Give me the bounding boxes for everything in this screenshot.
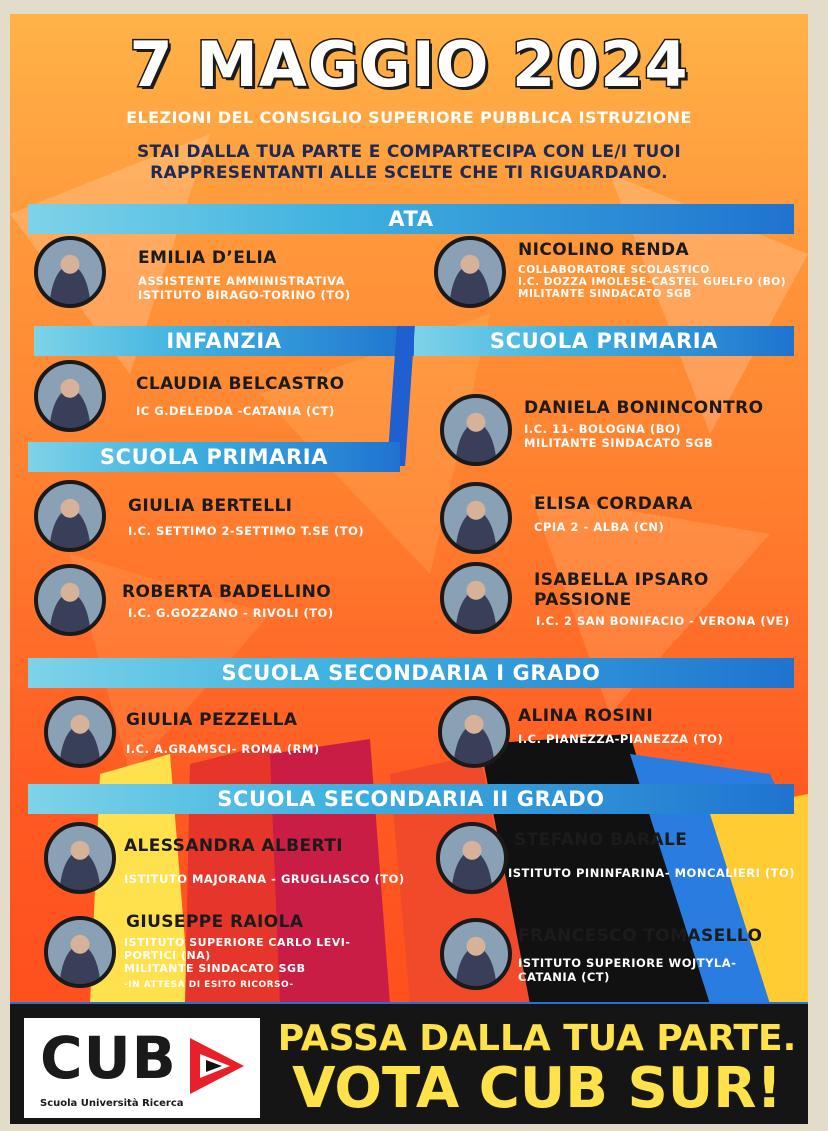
section-bar-infanzia: INFANZIA — [34, 326, 414, 356]
avatar-alessandra — [44, 822, 116, 894]
avatar-giulia-pezzella — [44, 696, 116, 768]
candidate-name-alessandra: ALESSANDRA ALBERTI — [124, 836, 343, 856]
section-bar-secondaria-1: SCUOLA SECONDARIA I GRADO — [28, 658, 794, 688]
candidate-info-isabella: I.C. 2 SAN BONIFACIO - VERONA (VE) — [536, 614, 790, 628]
avatar-nicolino — [434, 236, 506, 308]
candidate-info-nicolino: COLLABORATORE SCOLASTICO I.C. DOZZA IMOLESE-CASTEL GUELFO (BO) MILITANTE SINDACATO SGB — [518, 264, 786, 300]
candidate-info-giuseppe: ISTITUTO SUPERIORE CARLO LEVI- PORTICI (NA) MILITANTE SINDACATO SGB -IN ATTESA DI ESITO RICORSO- — [124, 936, 351, 990]
slogan-line-1: PASSA DALLA TUA PARTE. — [277, 1018, 797, 1059]
slogan-line-2: VOTA CUB SUR! — [292, 1056, 782, 1121]
candidate-name-emilia: EMILIA D’ELIA — [138, 248, 277, 268]
avatar-giuseppe — [44, 916, 116, 988]
avatar-daniela — [440, 394, 512, 466]
logo-text: CUB — [40, 1024, 177, 1092]
candidate-info-giulia-bertelli: I.C. SETTIMO 2-SETTIMO T.SE (TO) — [128, 524, 365, 538]
candidate-info-roberta: I.C. G.GOZZANO - RIVOLI (TO) — [128, 606, 334, 620]
avatar-elisa — [440, 482, 512, 554]
candidate-name-roberta: ROBERTA BADELLINO — [122, 582, 332, 602]
candidate-info-emilia: ASSISTENTE AMMINISTRATIVA ISTITUTO BIRAGO-TORINO (TO) — [138, 274, 351, 302]
avatar-isabella — [440, 562, 512, 634]
candidate-info-francesco: ISTITUTO SUPERIORE WOJTYLA- CATANIA (CT) — [518, 956, 737, 984]
candidate-info-stefano: ISTITUTO PININFARINA- MONCALIERI (TO) — [508, 866, 796, 880]
candidate-name-stefano: STEFANO BARALE — [514, 830, 688, 850]
play-arrow-icon — [186, 1034, 248, 1098]
avatar-giulia-bertelli — [34, 480, 106, 552]
avatar-emilia — [34, 236, 106, 308]
ricorso-note: -IN ATTESA DI ESITO RICORSO- — [124, 980, 294, 990]
candidate-name-daniela: DANIELA BONINCONTRO — [524, 398, 764, 418]
avatar-alina — [438, 696, 510, 768]
candidate-name-claudia: CLAUDIA BELCASTRO — [136, 374, 345, 394]
candidate-info-alessandra: ISTITUTO MAJORANA - GRUGLIASCO (TO) — [124, 872, 405, 886]
section-bar-secondaria-2: SCUOLA SECONDARIA II GRADO — [28, 784, 794, 814]
candidate-info-daniela: I.C. 11- BOLOGNA (BO) MILITANTE SINDACATO SGB — [524, 422, 714, 450]
candidate-name-giulia-bertelli: GIULIA BERTELLI — [128, 496, 293, 516]
candidate-info-alina: I.C. PIANEZZA-PIANEZZA (TO) — [518, 732, 724, 746]
avatar-francesco — [440, 918, 512, 990]
subtitle: ELEZIONI DEL CONSIGLIO SUPERIORE PUBBLICA ISTRUZIONE — [126, 108, 692, 127]
tagline — [10, 142, 808, 184]
avatar-roberta — [34, 564, 106, 636]
candidate-name-alina: ALINA ROSINI — [518, 706, 654, 726]
candidate-name-giuseppe: GIUSEPPE RAIOLA — [126, 912, 304, 932]
candidate-name-isabella: ISABELLA IPSARO PASSIONE — [534, 570, 709, 610]
candidate-name-nicolino: NICOLINO RENDA — [518, 240, 690, 260]
candidate-info-elisa: CPIA 2 - ALBA (CN) — [534, 520, 665, 534]
section-bar-primaria-left: SCUOLA PRIMARIA — [28, 442, 400, 472]
candidate-info-giulia-pezzella: I.C. A.GRAMSCI- ROMA (RM) — [126, 742, 320, 756]
candidate-name-elisa: ELISA CORDARA — [534, 494, 693, 514]
tagline-line-2: RAPPRESENTANTI ALLE SCELTE CHE TI RIGUARDANO. — [150, 163, 668, 183]
candidate-name-francesco: FRANCESCO TOMASELLO — [518, 926, 763, 946]
candidate-info-claudia: IC G.DELEDDA -CATANIA (CT) — [136, 404, 335, 418]
candidate-name-giulia-pezzella: GIULIA PEZZELLA — [126, 710, 298, 730]
avatar-stefano — [436, 822, 508, 894]
page-title: 7 MAGGIO 2024 — [129, 28, 689, 101]
election-poster — [10, 14, 808, 1124]
avatar-claudia — [34, 360, 106, 432]
logo-subtitle: Scuola Università Ricerca — [40, 1098, 184, 1109]
tagline-line-1: STAI DALLA TUA PARTE E COMPARTECIPA CON LE/I TUOI — [137, 142, 681, 162]
cub-logo — [24, 1018, 260, 1118]
section-bar-primaria-right: SCUOLA PRIMARIA — [414, 326, 794, 356]
section-bar-ata: ATA — [28, 204, 794, 234]
